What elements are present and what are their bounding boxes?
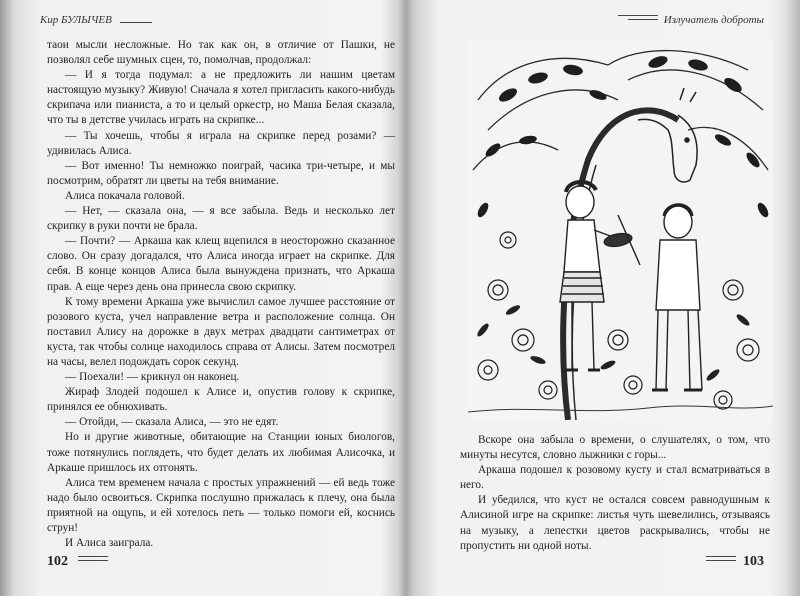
illustration-girl-violin-giraffe-roses — [468, 40, 773, 420]
left-header-rule — [120, 22, 152, 23]
paragraph: — Отойди, — сказала Алиса, — это не едят. — [65, 416, 279, 429]
right-page-text — [460, 433, 770, 554]
paragraph: И убедился, что куст не остался совсем равнодушным к Алисиной игре на скрипке: листья чуть шевелились, отзываясь на музыку, а лепестки цветов раскрывались, чтобы не пропустить ни одной ноты. — [460, 494, 770, 552]
right-header-rules — [618, 15, 658, 23]
paragraph: Алиса тем временем начала с простых упражнений — ей ведь тоже надо было освоиться. Скрипка послушно прижалась к плечу, она была приятной на ощупь, и ей хотелось петь — только помоги ей, коснись струн! — [47, 476, 395, 534]
paragraph: — Вот именно! Ты немножко поиграй, часика три-четыре, и мы посмотрим, обратят ли цветы на тебя внимание. — [47, 159, 395, 187]
right-running-head: Излучатель доброты — [663, 14, 764, 26]
paragraph: Жираф Злодей подошел к Алисе и, опустив голову к скрипке, принялся ее обнюхивать. — [47, 386, 395, 414]
left-page-number: 102 — [47, 554, 68, 569]
paragraph: К тому времени Аркаша уже вычислил самое лучшее расстояние от розового куста, учел направление ветра и расположение солнца. Он поставил Алису на дорожке в двух метрах двадцати сантиметрах от куста, так чтобы солнце находилось справа от Алисы. Затем посмотрел на часы, велел подождать сорок секунд. — [47, 295, 395, 368]
paragraph: — Ты хочешь, чтобы я играла на скрипке перед розами? — удивилась Алиса. — [47, 129, 395, 157]
left-running-head: Кир БУЛЫЧЕВ — [40, 14, 112, 26]
left-footer-rules — [78, 556, 108, 564]
paragraph: Но и другие животные, обитающие на Станции юных биологов, тоже потянулись поглядеть, что будет делать их любимая Алисочка, и Аркаше пришлось их отгонять. — [47, 431, 395, 474]
paragraph: — Нет, — сказала она, — я все забыла. Ведь и несколько лет скрипку в руки почти не брала. — [47, 205, 395, 233]
paragraph: Алиса покачала головой. — [65, 189, 185, 202]
paragraph: Аркаша подошел к розовому кусту и стал всматриваться в него. — [460, 464, 770, 492]
book-illustration — [468, 40, 773, 420]
right-page-number: 103 — [743, 554, 764, 569]
left-page-text — [47, 38, 395, 551]
paragraph: — Поехали! — крикнул он наконец. — [65, 371, 240, 384]
right-footer-rules — [706, 556, 736, 564]
right-page — [438, 0, 778, 596]
paragraph: — И я тогда подумал: а не предложить ли нашим цветам настоящую музыку? Живую! Сначала я хотел пригласить какого-нибудь скрипача или пианиста, а то и целый оркестр, но Маша Белая сказала, что ты в детстве училась играть на скрипке... — [47, 69, 395, 127]
paragraph: И Алиса заиграла. — [65, 537, 154, 550]
paragraph: Вскоре она забыла о времени, о слушателях, о том, что минуты несутся, словно лыжники с горы... — [460, 434, 770, 462]
paragraph: — Почти? — Аркаша как клещ вцепился в неосторожно сказанное слово. Он сразу догадался, что Алиса иногда играет на скрипке. Для себя. В конце концов Алиса была вынуждена признать, что Аркаша прав. А еще через день она принесла свою скрипку. — [47, 235, 395, 293]
paragraph: таои мысли несложные. Но так как он, в отличие от Пашки, не позволял себе шумных сцен, то, помолчав, продолжал: — [47, 39, 395, 67]
